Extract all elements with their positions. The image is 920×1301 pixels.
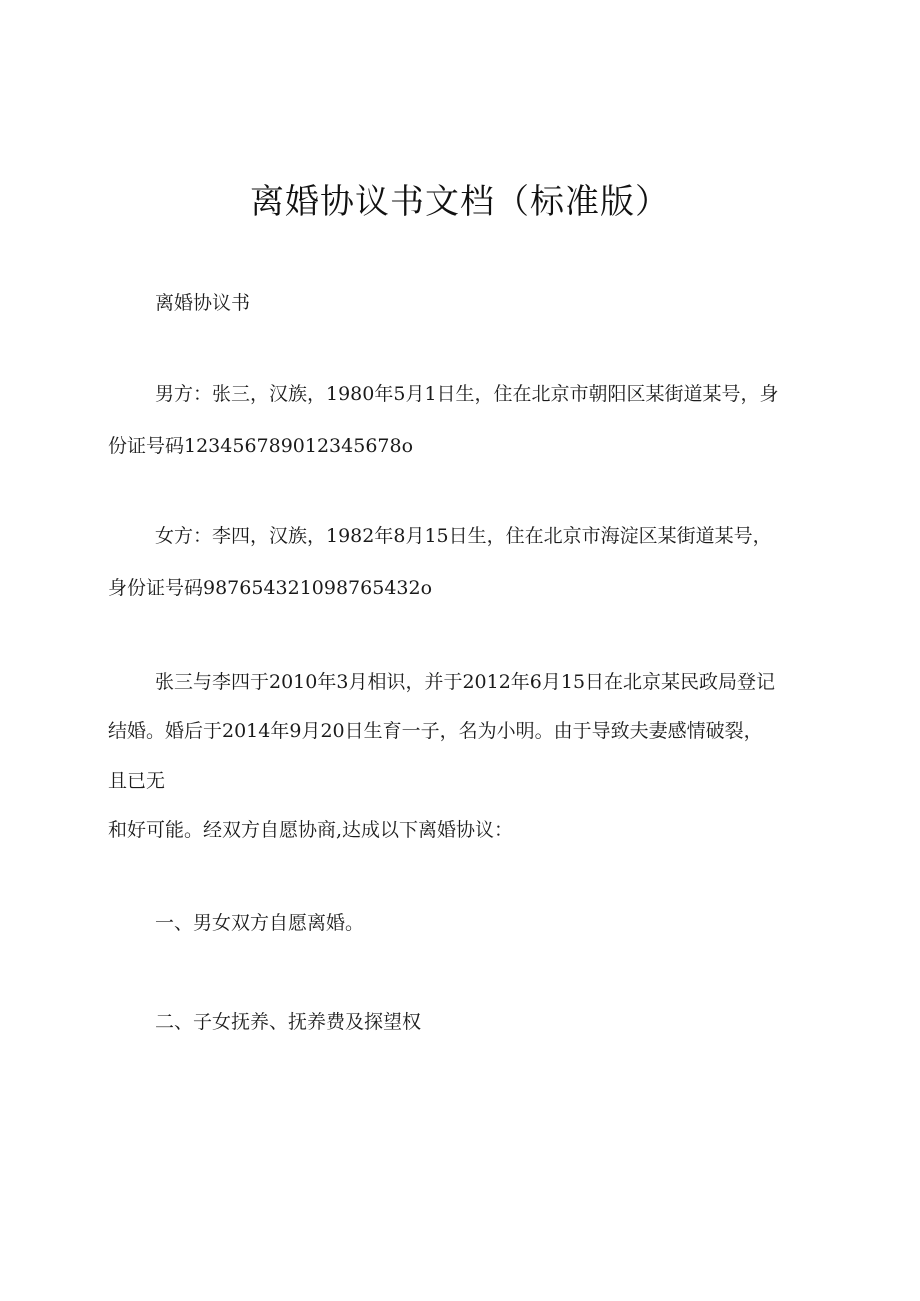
agreement-heading: 离婚协议书 <box>155 292 251 314</box>
background-line-4: 和好可能。经双方自愿协商,达成以下离婚协议： <box>108 819 514 841</box>
clause-1: 一、男女双方自愿离婚。 <box>155 912 365 934</box>
female-party-line-1: 女方：李四，汉族，1982年8月15日生，住在北京市海淀区某街道某号， <box>155 525 772 547</box>
background-line-1: 张三与李四于2010年3月相识，并于2012年6月15日在北京某民政局登记 <box>155 671 776 693</box>
document-title: 离婚协议书文档（标准版） <box>250 182 670 222</box>
female-party-line-2: 身份证号码987654321098765432o <box>108 577 433 599</box>
male-party-line-1: 男方：张三，汉族，1980年5月1日生，住在北京市朝阳区某街道某号，身 <box>155 383 779 405</box>
clause-2: 二、子女抚养、抚养费及探望权 <box>155 1011 422 1033</box>
background-line-2: 结婚。婚后于2014年9月20日生育一子，名为小明。由于导致夫妻感情破裂， <box>108 720 763 742</box>
background-line-3: 且已无 <box>108 770 166 792</box>
male-party-line-2: 份证号码123456789012345678o <box>108 435 414 457</box>
